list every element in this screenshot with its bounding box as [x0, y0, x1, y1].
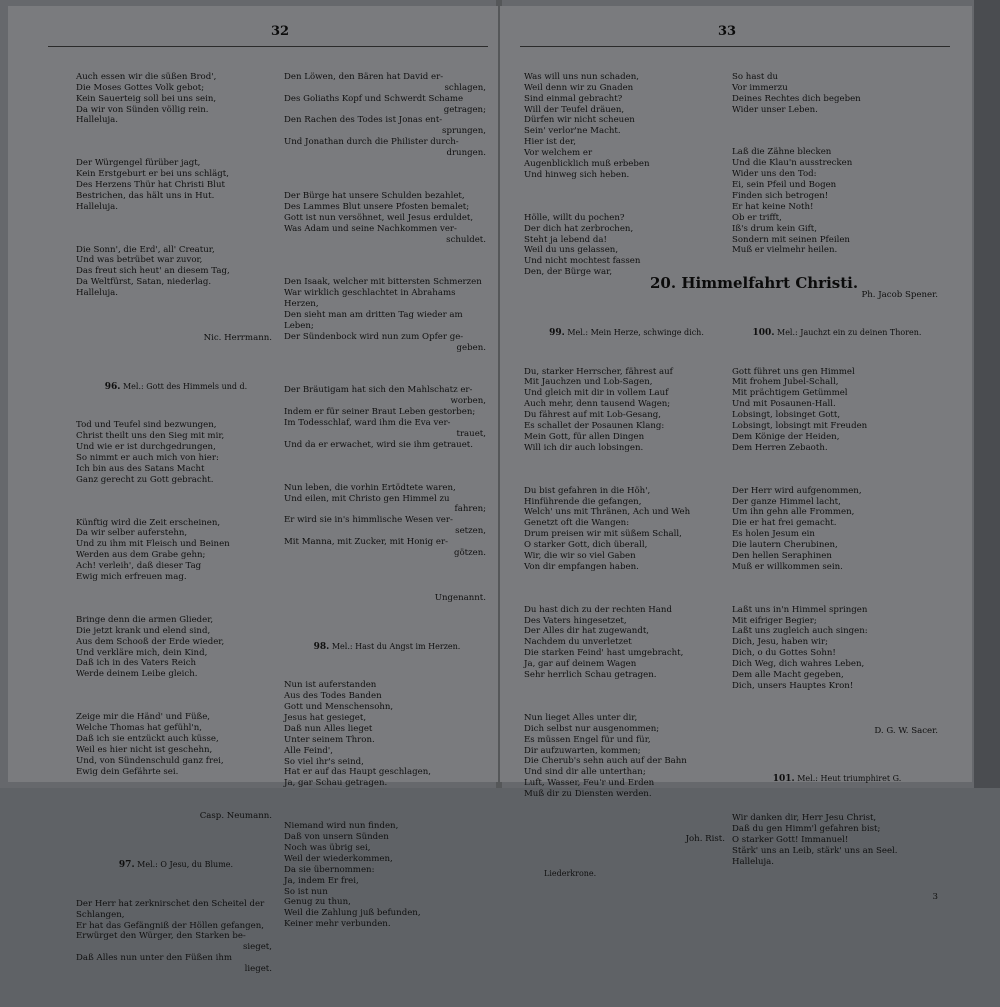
header-rule-left [48, 46, 488, 47]
verse-line: Laßt uns in'n Himmel springen [732, 604, 868, 615]
verse-line: Mit Jauchzen und Lob-Sagen, [524, 377, 653, 388]
verse-line: Halleluja. [76, 115, 119, 126]
stanza [524, 486, 729, 573]
verse-line: Den Löwen, den Bären hat David er- [284, 71, 444, 82]
verse-line: Um ihn gehn alle Frommen, [732, 507, 855, 518]
stanza [76, 420, 276, 485]
stanza [284, 385, 490, 450]
hymn-heading [524, 328, 729, 339]
verse-line: Unter seinem Thron. [284, 734, 375, 745]
verse-line: Ja, gar Schau getragen. [284, 778, 388, 789]
verse-line: Der ganze Himmel lacht, [732, 496, 841, 507]
verse-line: Genug zu thun, [284, 897, 351, 908]
verse-line: Der Bräutigam hat sich den Mahlschatz er- [284, 385, 473, 396]
verse-line: Der Würgengel fürüber jagt, [76, 158, 201, 169]
verse-line: Er wird sie in's himmlische Wesen ver- [284, 515, 453, 526]
page-number-right: 33 [718, 24, 737, 39]
verse-line: Du bist gefahren in die Höh', [524, 485, 651, 496]
verse-line: Dich, Jesu, haben wir; [732, 637, 829, 648]
verse-line: Und mit Posaunen-Hall. [732, 399, 836, 410]
verse-line: Noch was übrig sei, [284, 842, 371, 853]
hymn-number: 101. [772, 774, 795, 785]
verse-line: Will ich dir auch lobsingen. [524, 442, 644, 453]
verse-line: Augenblicklich muß erbeben [524, 159, 650, 170]
verse-line: Wider uns den Tod: [732, 169, 817, 180]
stanza [284, 680, 490, 789]
verse-line: Künftig wird die Zeit erscheinen, [76, 517, 221, 528]
verse-line: Kein Erstgeburt er bei uns schlägt, [76, 169, 229, 180]
verse-line: Hat er auf das Haupt geschlagen, [284, 767, 431, 778]
verse-line: Und zu ihm mit Fleisch und Beinen [76, 539, 230, 550]
verse-line: Ei, sein Pfeil und Bogen [732, 179, 837, 190]
verse-line: Und sind dir alle unterthan; [524, 767, 646, 778]
right-column-2-bottom [732, 302, 942, 924]
verse-line: Nun leben, die vorhin Ertödtete waren, [284, 482, 456, 493]
verse-line: Stärk' uns an Leib, stärk' uns an Seel. [732, 845, 898, 856]
verse-line: Die jetzt krank und elend sind, [76, 625, 211, 636]
verse-line: Was will uns nun schaden, [524, 71, 639, 82]
stanza [284, 821, 490, 930]
verse-line: götzen. [453, 548, 486, 559]
signature-mark: Liederkrone. [544, 868, 597, 878]
verse-line: Weil die Zahlung juß befunden, [284, 908, 421, 919]
hymn-melody: Mel.: Gott des Himmels und d. [122, 381, 248, 391]
verse-line: Den hellen Seraphinen [732, 551, 832, 562]
verse-line: Drum preisen wir mit süßem Schall, [524, 529, 682, 540]
verse-line: Und nicht mochtest fassen [524, 256, 641, 267]
verse-line: Und hinweg sich heben. [524, 169, 630, 180]
verse-line: lieget. [244, 964, 272, 975]
verse-line: Ja, indem Er frei, [284, 875, 359, 886]
author-name: Nic. Herrmann. [203, 332, 272, 343]
signature-number: 3 [932, 891, 938, 902]
verse-line: Mit prächtigem Getümmel [732, 388, 848, 399]
verse-line: So nimmt er auch mich von hier: [76, 453, 219, 463]
verse-line: Dem alle Macht gegeben, [732, 670, 844, 681]
hymn-heading [284, 642, 490, 653]
stanza [524, 72, 724, 181]
verse-line: Wider unser Leben. [732, 104, 818, 115]
verse-line: Er hat das Gefängniß der Höllen gefangen, [76, 920, 264, 931]
stanza [76, 158, 276, 213]
verse-line: Tod und Teufel sind bezwungen, [76, 420, 217, 431]
verse-line: So viel ihr's seind, [284, 756, 364, 767]
verse-line: Der Sündenbock wird nun zum Opfer ge- [284, 331, 464, 342]
verse-line: Iß's drum kein Gift, [732, 223, 817, 234]
verse-line: Vor immerzu [732, 82, 788, 93]
verse-line: Welch' uns mit Thränen, Ach und Weh [524, 507, 691, 518]
verse-line: Lobsingt, lobsinget Gott, [732, 410, 841, 421]
verse-line: Steht ja lebend da! [524, 234, 607, 245]
verse-line: Will der Teufel dräuen, [524, 104, 625, 115]
verse-line: Nun lieget Alles unter dir, [524, 712, 638, 723]
verse-line: Du, starker Herrscher, fährest auf [524, 366, 673, 377]
verse-line: Den, der Bürge war, [524, 267, 613, 278]
section-title [650, 274, 858, 292]
verse-line: Du fährest auf mit Lob-Gesang, [524, 410, 661, 421]
verse-line: Ewig dein Gefährte sei. [76, 766, 179, 777]
verse-line: Jesus hat gesieget, [284, 712, 367, 723]
verse-line: Ob er trifft, [732, 212, 782, 223]
verse-line: getragen; [443, 104, 486, 115]
stanza [524, 713, 729, 800]
stanza [524, 213, 724, 278]
verse-line: Da wir selber auferstehn, [76, 528, 188, 539]
hymn-melody: Mel.: Hast du Angst im Herzen. [331, 641, 461, 651]
verse-line: Und wie er ist durchgedrungen, [76, 442, 216, 453]
stanza [76, 899, 276, 975]
verse-line: sprungen, [442, 126, 486, 137]
stanza [524, 605, 729, 681]
verse-line: Indem er für seiner Braut Leben gestorben; [284, 407, 476, 418]
verse-line: Das freut sich heut' an diesem Tag, [76, 266, 230, 277]
verse-line: Laßt uns zugleich auch singen: [732, 626, 868, 637]
verse-line: Weil denn wir zu Gnaden [524, 82, 634, 93]
verse-line: Dich selbst nur ausgenommen; [524, 723, 660, 734]
verse-line: Weil du uns gelassen, [524, 245, 619, 256]
verse-line: Zeige mir die Händ' und Füße, [76, 712, 211, 723]
verse-line: Des Vaters hingesetzet, [524, 615, 627, 626]
verse-line: Es holen Jesum ein [732, 529, 815, 540]
verse-line: Und da er erwachet, wird sie ihm getrauet. [284, 439, 473, 450]
left-column-1 [76, 50, 276, 1007]
verse-line: Daß nun Alles lieget [284, 723, 373, 734]
verse-line: Luft, Wasser, Feu'r und Erden [524, 778, 655, 789]
author-name: Joh. Rist. [685, 833, 725, 844]
verse-line: schuldet. [446, 234, 486, 245]
verse-line: Aus des Todes Banden [284, 691, 382, 702]
verse-line: Die lautern Cherubinen, [732, 540, 838, 551]
verse-line: Und eilen, mit Christo gen Himmel zu [284, 493, 450, 504]
verse-line: Der Bürge hat unsere Schulden bezahlet, [284, 190, 465, 201]
stanza [732, 605, 942, 692]
stanza [732, 147, 942, 256]
hymn-number: 97. [118, 860, 135, 870]
verse-line: Dem Herren Zebaoth. [732, 442, 828, 453]
hymn-number: 99. [549, 327, 565, 338]
verse-line: Und die Klau'n ausstrecken [732, 158, 853, 169]
verse-line: Auch essen wir die süßen Brod', [76, 71, 217, 82]
verse-line: worben, [450, 396, 486, 407]
verse-line: Ewig mich erfreuen mag. [76, 572, 187, 583]
verse-line: Und, von Sündenschuld ganz frei, [76, 755, 224, 766]
verse-line: Halleluja. [732, 856, 775, 867]
verse-line: Sehr herrlich Schau getragen. [524, 670, 657, 681]
header-rule-right [520, 46, 950, 47]
stanza [732, 486, 942, 573]
verse-line: Ja, gar auf deinem Wagen [524, 659, 637, 670]
verse-line: Alle Feind', [284, 745, 333, 756]
verse-line: sieget, [242, 942, 272, 953]
hymn-heading [76, 382, 276, 393]
verse-line: Gott führet uns gen Himmel [732, 366, 855, 377]
verse-line: So hast du [732, 71, 779, 82]
verse-line: Der Herr wird aufgenommen, [732, 485, 862, 496]
verse-line: Wir danken dir, Herr Jesu Christ, [732, 813, 877, 824]
verse-line: Es müssen Engel für und für, [524, 734, 651, 745]
verse-line: Bestrichen, das hält uns in Hut. [76, 190, 215, 201]
verse-line: drungen. [446, 148, 486, 159]
author-name: Casp. Neumann. [199, 811, 272, 822]
verse-line: O starker Gott! Immanuel! [732, 834, 849, 845]
right-column-1-top [524, 50, 724, 310]
stanza [76, 72, 276, 127]
author-name: Ph. Jacob Spener. [861, 290, 938, 301]
left-page [8, 6, 498, 975]
verse-line: Die Cherub's sehn auch auf der Bahn [524, 756, 687, 767]
author-name: D. G. W. Sacer. [874, 725, 938, 736]
verse-line: Leben; [284, 320, 314, 331]
verse-line: Bringe denn die armen Glieder, [76, 614, 214, 625]
stanza [284, 277, 490, 353]
verse-line: War wirklich geschlachtet in Abrahams [284, 288, 456, 299]
stanza [732, 813, 942, 868]
verse-line: Die er hat frei gemacht. [732, 518, 837, 529]
verse-line: Daß von unsern Sünden [284, 832, 389, 842]
verse-line: Werden aus dem Grabe gehn; [76, 550, 206, 561]
section-number: 20. [650, 274, 677, 292]
verse-line: Wir, die wir so viel Gaben [524, 551, 636, 562]
verse-line: Keiner mehr verbunden. [284, 919, 391, 930]
verse-line: Es schallet der Posaunen Klang: [524, 421, 665, 432]
verse-line: Erwürget den Würger, den Starken be- [76, 931, 246, 942]
verse-line: Den sieht man am dritten Tag wieder am [284, 309, 463, 320]
left-column-2 [284, 50, 490, 962]
verse-line: Ganz gerecht zu Gott gebracht. [76, 474, 214, 485]
verse-line: Ich bin aus des Satans Macht [76, 463, 205, 474]
verse-line: Welche Thomas hat gefühl'n, [76, 722, 203, 733]
verse-line: Den Isaak, welcher mit bittersten Schmerzen [284, 277, 482, 288]
verse-line: Aus dem Schooß der Erde wieder, [76, 636, 225, 647]
verse-line: Im Todesschlaf, ward ihm die Eva ver- [284, 418, 451, 429]
hymn-heading [732, 328, 942, 339]
right-page [500, 6, 972, 902]
verse-line: Gott ist nun versöhnet, weil Jesus erduldet, [284, 212, 474, 223]
verse-line: Da sie übernommen: [284, 864, 375, 875]
verse-line: Mein Gott, für allen Dingen [524, 431, 645, 442]
author-name: Ungenannt. [434, 592, 486, 603]
verse-line: trauet, [456, 429, 486, 439]
verse-line: Ach! verleih', daß dieser Tag [76, 561, 202, 572]
verse-line: Christ theilt uns den Sieg mit mir, [76, 431, 225, 442]
hymn-melody: Mel.: O Jesu, du Blume. [137, 860, 234, 869]
section-name: Himmelfahrt Christi. [681, 274, 859, 292]
verse-line: Der Alles dir hat zugewandt, [524, 626, 650, 637]
verse-line: Sind einmal gebracht? [524, 93, 623, 104]
hymn-heading [732, 774, 942, 785]
verse-line: Nun ist auferstanden [284, 680, 377, 691]
verse-line: Den Rachen des Todes ist Jonas ent- [284, 115, 443, 126]
stanza [76, 245, 276, 300]
verse-line: Auch mehr, denn tausend Wagen; [524, 399, 671, 410]
stanza [284, 483, 490, 559]
verse-line: Niemand wird nun finden, [284, 821, 399, 832]
page-number-left: 32 [271, 24, 290, 39]
verse-line: Muß er willkommen sein. [732, 561, 843, 572]
verse-line: Gott und Menschensohn, [284, 702, 394, 713]
verse-line: Nachdem du unverletzet [524, 637, 632, 648]
verse-line: Und verkläre mich, dein Kind, [76, 647, 208, 658]
verse-line: Dir aufzuwarten, kommen; [524, 745, 641, 756]
stanza [76, 712, 276, 777]
verse-line: Was Adam und seine Nachkommen ver- [284, 223, 457, 234]
hymn-melody: Mel.: Mein Herze, schwinge dich. [567, 327, 704, 337]
verse-line: Weil es hier nicht ist geschehn, [76, 744, 213, 755]
verse-line: Werde deinem Leibe gleich. [76, 669, 198, 680]
verse-line: Von dir empfangen haben. [524, 561, 639, 572]
verse-line: Des Lammes Blut unsere Pfosten bemalet; [284, 201, 470, 212]
stanza [524, 367, 729, 454]
right-column-2-top [732, 50, 942, 335]
hymn-melody: Mel.: Jauchzt ein zu deinen Thoren. [777, 327, 922, 337]
verse-line: Schlangen, [76, 909, 125, 920]
verse-line: geben. [456, 342, 486, 353]
verse-line: Halleluja. [76, 201, 119, 212]
verse-line: Die Moses Gottes Volk gebot; [76, 82, 205, 93]
verse-line: Halleluja. [76, 288, 119, 299]
verse-line: Der Herr hat zerknirschet den Scheitel der [76, 898, 265, 909]
verse-line: Und gleich mit dir in vollem Lauf [524, 388, 669, 399]
verse-line: Und was betrübet war zuvor, [76, 255, 203, 266]
verse-line: Dürfen wir nicht scheuen [524, 115, 635, 126]
verse-line: Des Goliaths Kopf und Schwerdt Schame [284, 93, 464, 104]
verse-line: Da wir von Sünden völlig rein. [76, 104, 209, 115]
verse-line: Der dich hat zerbrochen, [524, 223, 634, 234]
verse-line: Herzen, [284, 299, 319, 310]
verse-line: setzen, [455, 526, 486, 537]
page-edge [974, 0, 1000, 788]
stanza [284, 191, 490, 246]
hymn-melody: Mel.: Heut triumphiret G. [797, 774, 902, 784]
verse-line: Des Herzens Thür hat Christi Blut [76, 179, 225, 190]
hymn-number: 100. [752, 327, 775, 338]
verse-line: Muß dir zu Diensten werden. [524, 789, 652, 800]
verse-line: Mit frohem Jubel-Schall, [732, 377, 839, 388]
verse-line: Du hast dich zu der rechten Hand [524, 604, 672, 615]
verse-line: Die Sonn', die Erd', all' Creatur, [76, 244, 215, 255]
verse-line: Dich Weg, dich wahres Leben, [732, 659, 865, 670]
verse-line: Daß Alles nun unter den Füßen ihm [76, 953, 233, 964]
verse-line: Vor welchem er [524, 148, 593, 159]
verse-line: Dich, o du Gottes Sohn! [732, 648, 836, 659]
verse-line: Laß die Zähne blecken [732, 147, 832, 158]
verse-line: Und Jonathan durch die Philister durch- [284, 137, 459, 148]
stanza [284, 72, 490, 159]
hymn-number: 98. [313, 641, 330, 652]
verse-line: Deines Rechtes dich begeben [732, 93, 861, 104]
verse-line: Lobsingt, lobsingt mit Freuden [732, 421, 868, 432]
verse-line: Mit eifriger Begier; [732, 615, 817, 626]
hymn-heading [76, 860, 276, 871]
stanza [732, 367, 942, 454]
verse-line: fahren; [454, 504, 486, 515]
stanza [76, 615, 276, 680]
verse-line: Dich, unsers Hauptes Kron! [732, 681, 854, 691]
stanza [732, 72, 942, 116]
verse-line: Kein Sauerteig soll bei uns sein, [76, 93, 217, 104]
verse-line: Hölle, willt du pochen? [524, 212, 625, 223]
verse-line: Muß er vielmehr heilen. [732, 245, 838, 256]
verse-line: Daß ich in des Vaters Reich [76, 658, 197, 669]
right-column-1-bottom [524, 302, 729, 901]
verse-line: schlagen, [444, 82, 486, 93]
verse-line: Daß du gen Himm'l gefahren bist; [732, 824, 881, 835]
verse-line: Sein' verlor'ne Macht. [524, 126, 621, 137]
verse-line: Genetzt oft die Wangen: [524, 518, 630, 529]
verse-line: Er hat keine Noth! [732, 201, 814, 212]
stanza [76, 518, 276, 583]
verse-line: Die starken Feind' hast umgebracht, [524, 648, 684, 659]
verse-line: Hinführende die gefangen, [524, 496, 642, 507]
verse-line: Mit Manna, mit Zucker, mit Honig er- [284, 537, 448, 548]
verse-line: O starker Gott, dich überall, [524, 540, 648, 551]
verse-line: Sondern mit seinen Pfeilen [732, 234, 850, 245]
hymn-number: 96. [104, 381, 121, 392]
verse-line: Da Weltfürst, Satan, niederlag. [76, 277, 212, 288]
verse-line: Dem Könige der Heiden, [732, 431, 840, 442]
verse-line: Weil der wiederkommen, [284, 853, 393, 864]
verse-line: Hier ist der, [524, 137, 576, 148]
verse-line: Daß ich sie entzückt auch küsse, [76, 733, 219, 744]
verse-line: Finden sich betrogen! [732, 190, 829, 201]
verse-line: So ist nun [284, 886, 328, 897]
